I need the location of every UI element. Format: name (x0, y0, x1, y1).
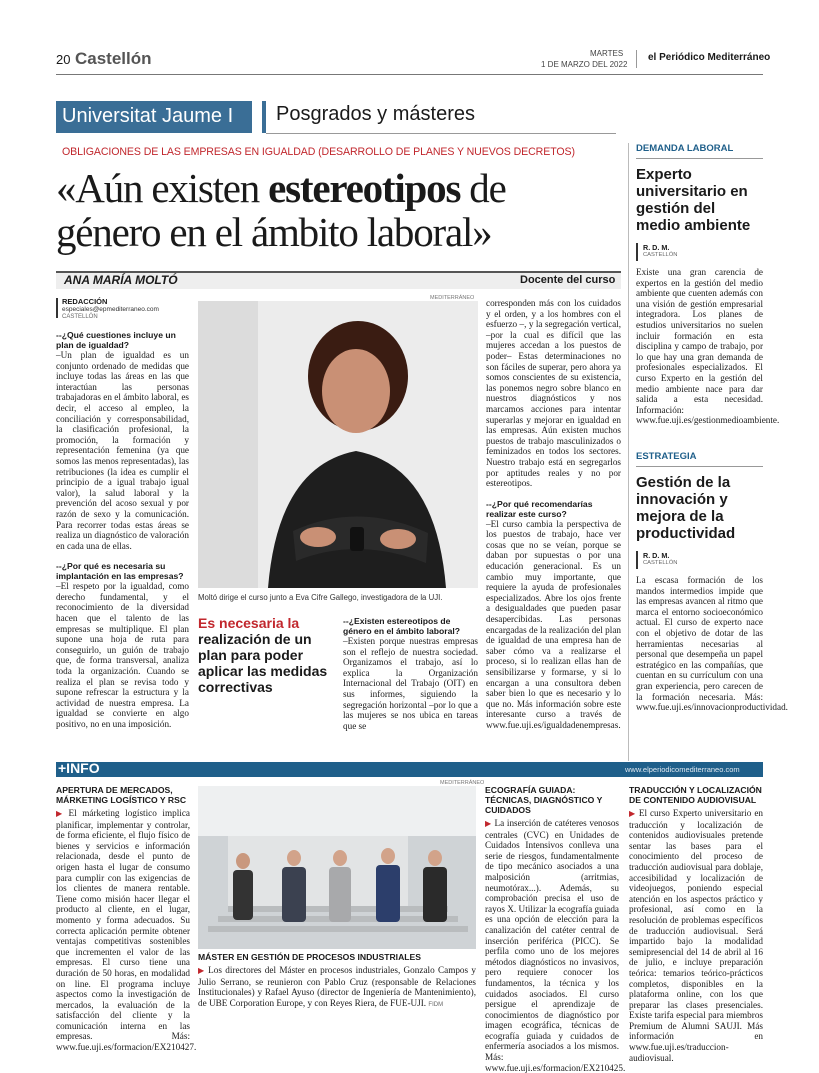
person-name: ANA MARÍA MOLTÓ (64, 273, 178, 287)
sidebar-1-body: Existe una gran carencia de expertos en la gestión del medio ambiente que cuenten además con una visión de gestión empresarial integradora. Los planes de estudios universitarios no suelen incluir formación en esta disciplina y campo de trabajo, por lo que hay una gran demanda de profesionales especializados. El curso Experto en la gestión del medio ambiente nace para dar salida a esta necesidad. Información: www.fue.uji.es/gestionmedioambiente. (636, 267, 780, 426)
kicker: OBLIGACIONES DE LAS EMPRESAS EN IGUALDAD (DESARROLLO DE PLANES Y NUEVOS DECRETOS) (62, 146, 575, 158)
byline: REDACCIÓN (62, 297, 108, 306)
pull-quote (198, 615, 334, 695)
pull-quote-a: Es necesaria la (198, 615, 300, 631)
answer-4: –El curso cambia la perspectiva de los puestos de trabajo, hace ver cosas que no se veían, porque se daban por supuestas o por una educación generacional. Es un cambio muy importante, que requiere la ayuda de profesionales especializados. Abre los ojos frente a desigualdades que pueden pasar desapercibidas. Las personas encargadas de la realización del plan de igualdad de una empresa han de saber cómo va a realizarse el proceso, si lo realizan ellas han de sensibilizarse y formarse, y si lo encargan a una consultora deben saber bien lo que es necesario y lo que no. Más información sobre este interesante curso a través de www.fue.uji.es/igualdadenempresas. (486, 518, 621, 730)
university-banner: Universitat Jaume I (56, 101, 252, 133)
headline-c: de (460, 165, 506, 211)
sidebar-2-kicker: ESTRATEGIA (636, 451, 763, 467)
info-2-signature: FIDM (428, 1001, 444, 1008)
sidebar-1-byline: R. D. M. (643, 243, 670, 252)
sidebar-1-place: CASTELLÓN (643, 252, 678, 258)
headline (56, 166, 621, 254)
sidebar-2-body: La escasa formación de los mandos intermedios impide que las empresas avancen al ritmo que marca el entorno socioeconómico actual. El curso de experto nace con el objetivo de dotar de las herramientas necesarias al personal que desempeña un papel estratégico en las compañías, que cuentan en su currículum con una gran experiencia, pero carecen de la formación necesaria. Más: www.fue.uji.es/innovacionproductividad. (636, 575, 788, 713)
byline-email: especiales@epmediterraneo.com (62, 306, 159, 313)
answer-1: –Un plan de igualdad es un conjunto ordenado de medidas que incluye todas las áreas en las que interactúan las personas trabajadoras en el ámbito laboral, es decir, el acceso al empleo, la conciliación y corresponsabilidad, la clasificación profesional, la promoción, la formación y representación femenina (ya que somos las menos representadas), las retribuciones (la idea es cumplir el principio de a igual trabajo igual valor), la salud laboral y la prevención del acoso sexual y por razón de sexo y la comunicación. Para recorrer todas estas áreas se realiza un diagnóstico de valoración en cada una de ellas. (56, 350, 189, 551)
question-1: --¿Qué cuestiones incluye un plan de igualdad? (56, 330, 176, 350)
answer-3-continued: corresponden más con los cuidados y el orden, y a los hombres con el esfuerzo –, y la segregación vertical, –por la cual es difícil que las mujeres accedan a los puestos de poder– Estas determinaciones no son fáciles de superar, pero ahora ya somos conscientes de su existencia, las ponemos negro sobre blanco en nuestros diagnósticos y nos marcamos acciones para intentar superarlas y mejorar en igualdad en las empresas. Aún existen muchos puestos de trabajo masculinizados o feminizados en todos los sectores. Nuestro trabajo está en segregarlos por aptitudes reales y no por estereotipos. (486, 298, 621, 489)
byline-place: CASTELLÓN (62, 314, 98, 320)
question-2: --¿Por qué es necesaria su implantación en las empresas? (56, 561, 184, 582)
info-2-body: Los directores del Máster en procesos industriales, Gonzalo Campos y Julio Serrano, se reunieron con Pablo Cruz (responsable de Relaciones Institucionales) y Rafael Ayuso (director de Ingeniería de Mantenimiento), de UBE Corporation Europe, y con Reyes Riera, de FUE-UJI. (198, 965, 477, 1008)
portrait-photo (198, 301, 478, 588)
info-1-title: APERTURA DE MERCADOS, MÁRKETING LOGÍSTICO Y RSC (56, 785, 187, 805)
topic-banner: Posgrados y másteres (276, 103, 475, 125)
headline-a: «Aún existen (56, 165, 269, 211)
answer-3: –Existen porque nuestras empresas son el reflejo de nuestra sociedad. Organizamos el trabajo, así lo explica la Organización Internacional del Trabajo (OIT) en sus informes, siguiendo la segregación horizontal –por lo que a las mujeres se nos ubica en tareas que se (343, 636, 478, 731)
info-3-body: La inserción de catéteres venosos centrales (CVC) en Unidades de Cuidados Intensivos conlleva una serie de riesgos, fundamentalmente de tipo mecánico asociados a una malposición (arritmias, neumotórax...). Además, su comprobación precisa el uso de rayos X. Utilizar la ecografía guiada es una opción de elección para la canalización del catéter central de inserción periférica (PICC). Se perfila como uno de los mejores métodos diagnósticos no invasivos, pero requiere conocer los fundamentos, la técnica y los cuidados asociados. El curso persigue el aprendizaje de conocimientos de diagnóstico por imagen ecográfica, técnicas de ecografía guiada y cuidados de enfermería asociados a los mismos. Más: www.fue.uji.es/formacion/EX210425. (485, 818, 626, 1073)
sidebar-1-kicker: DEMANDA LABORAL (636, 143, 763, 159)
info-3-title: ECOGRAFÍA GUIADA: TÉCNICAS, DIAGNÓSTICO Y CUIDADOS (485, 785, 603, 815)
info-4-title: TRADUCCIÓN Y LOCALIZACIÓN DE CONTENIDO AUDIOVISUAL (629, 785, 762, 805)
info-2-title: MÁSTER EN GESTIÓN DE PROCESOS INDUSTRIALES (198, 952, 421, 962)
sidebar-2-place: CASTELLÓN (643, 560, 678, 566)
question-3: --¿Existen estereotipos de género en el ámbito laboral? (343, 616, 460, 636)
photo-credit: MEDITERRÁNEO (430, 295, 475, 301)
headline-bold: estereotipos (268, 165, 461, 211)
sidebar-2-title: Gestión de la innovación y mejora de la productividad (636, 474, 736, 542)
newspaper-name: el Periódico Mediterráneo (648, 52, 771, 63)
info-1-body: El márketing logístico implica planificar, implementar y controlar, de forma eficiente, el flujo físico de bienes y servicios e información relacionada, desde el punto de origen hasta el lugar de consumo para cumplir con las exigencias de los clientes de manera rentable. Tiene como misión hacer llegar el producto al cliente, en el lugar, momento y forma adecuados. Su correcta aplicación permite obtener ventajas competitivas sostenibles que incrementen el valor de las empresas. El curso tiene una duración de 50 horas, en modalidad on line. El programa incluye aspectos como la investigación de mercados, la evaluación de la satisfacción del cliente y la comunicación interna en las empresas. Más: www.fue.uji.es/formacion/EX210427. (56, 808, 197, 1053)
info-url[interactable]: www.elperiodicomediterraneo.com (625, 765, 740, 774)
photo-caption: Moltó dirige el curso junto a Eva Cifre Gallego, investigadora de la UJI. (198, 593, 443, 602)
sidebar-2-byline: R. D. M. (643, 551, 670, 560)
sidebar-1-title: Experto universitario en gestión del medio ambiente (636, 166, 751, 234)
page-number: 20 (56, 52, 71, 67)
info-2-credit: MEDITERRÁNEO (440, 780, 485, 786)
person-role: Docente del curso (520, 274, 616, 286)
pull-quote-b: realización de un plan para poder aplicar las medidas correctivas (198, 631, 328, 695)
header-day: MARTES (590, 49, 624, 58)
headline-line2: género en el ámbito laboral» (56, 209, 492, 255)
info-4-body: El curso Experto universitario en traducción y localización de contenidos audiovisuales pretende sentar las bases para el conocimiento del proceso de traducción audiovisual para doblaje, accesibilidad y localización de videojuegos, poniendo especial atención en los aspectos práctico y profesional, así como en la resolución de problemas específicos de traducción audiovisual. Será impartido bajo la modalidad semipresencial del 14 de abril al 16 de julio, e incluye preparación teórica: temarios teórico-prácticos completos, disponibles en la plataforma online, con los que preparar las clases presenciales. Existe tarifa especial para miembros Premium de Alumni SAUJI. Más información en www.fue.uji.es/traduccion-audiovisual. (629, 808, 763, 1063)
question-4: --¿Por qué recomendarías realizar este curso? (486, 498, 593, 519)
header-date: 1 DE MARZO DEL 2022 (541, 60, 628, 69)
group-photo (198, 786, 476, 949)
answer-2: –El respeto por la igualdad, como derecho fundamental, y el reconocimiento de la diversidad hacen que el talento de las empresas se multiplique. El plan supone una hoja de ruta para conseguirlo, un guión de trabajo que, de forma transversal, analiza toda la organización. Cuando se realiza el plan se revisa todo y supone refrescar la estructura y la actividad de nuestra empresa. La igualdad se convierte en algo positivo, no en una imposición. (56, 581, 189, 729)
section-name: Castellón (75, 49, 152, 68)
info-label: +INFO (58, 760, 100, 776)
